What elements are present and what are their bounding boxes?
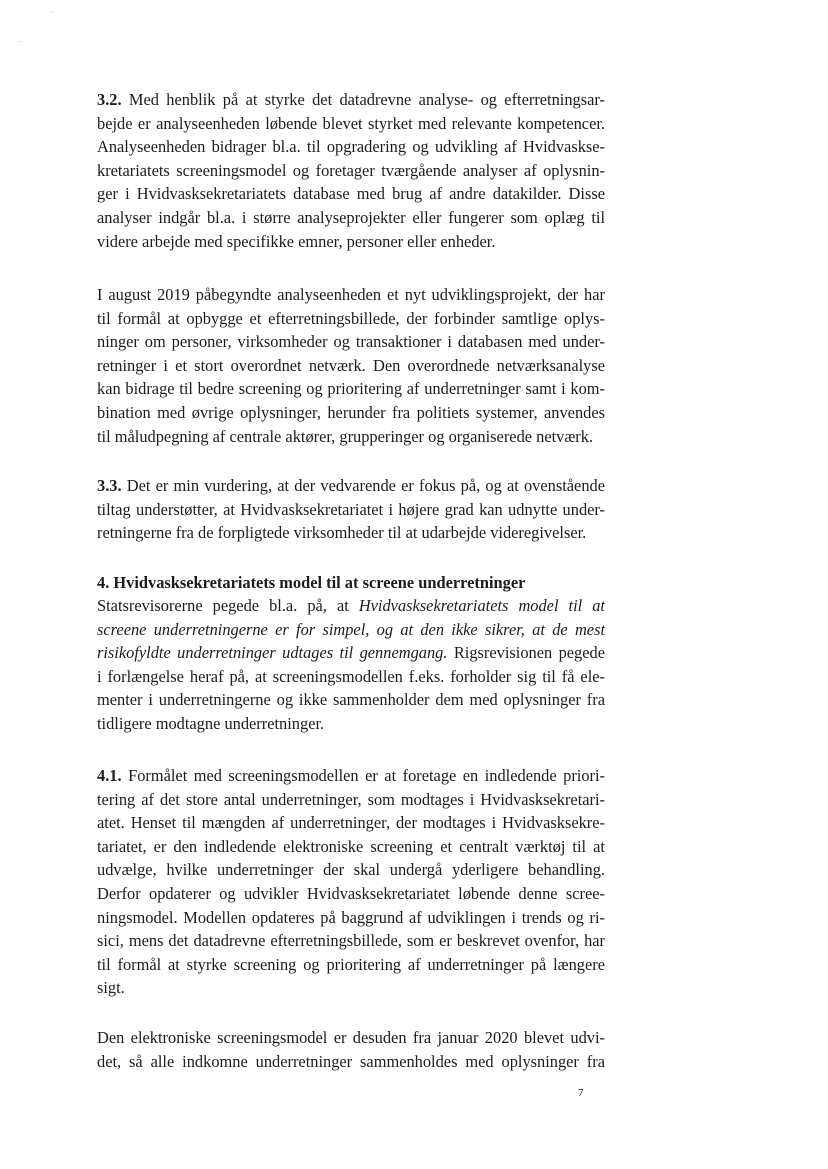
paragraph-line: tiltag understøtter, at Hvidvasksekretariatet i højere grad kan udnytte under- (97, 499, 605, 519)
paragraph-line: Den elektroniske screeningsmodel er desuden fra januar 2020 blevet udvi- (97, 1028, 605, 1047)
quoted-criticism: Hvidvasksekretariatets model til at (358, 596, 605, 615)
paragraph-line: retningerne fra de forpligtede virksomheder til at udarbejde videregivelser. (97, 523, 587, 543)
paragraph-2019 (97, 283, 605, 448)
paragraph-line: Derfor opdaterer og udvikler Hvidvasksekretariatet løbende denne scree- (97, 883, 605, 903)
section-4-heading: 4. Hvidvasksekretariatets model til at screene underretninger (97, 573, 526, 592)
paragraph-line: menter i underretningerne og ikke sammenholder dem med oplysninger fra (97, 690, 605, 710)
section-number: 3.3. (97, 476, 122, 495)
paragraph-line: kretariatets screeningsmodel og foretager tværgående analyser af oplysnin- (97, 160, 605, 180)
paragraph-line: 3.3. Det er min vurdering, at der vedvarende er fokus på, og at ovenstående (97, 476, 605, 495)
section-3-3 (97, 474, 605, 545)
paragraph-line: retninger i et stort overordnet netværk. Den overordnede netværksanalyse (97, 355, 605, 375)
paragraph-line: Statsrevisorerne pegede bl.a. på, at Hvidvasksekretariatets model til at (97, 596, 605, 615)
paragraph-line: det, så alle indkomne underretninger sammenholdes med oplysninger fra (97, 1051, 605, 1071)
paragraph-line: I august 2019 påbegyndte analyseenheden et nyt udviklingsprojekt, der har (97, 285, 605, 304)
paragraph-line: bejde er analyseenheden løbende blevet styrket med relevante kompetencer. (97, 113, 605, 133)
paragraph-line: videre arbejde med specifikke emner, personer eller enheder. (97, 231, 496, 251)
quoted-criticism: risikofyldte underretninger udtages til gennemgang. (97, 643, 448, 663)
section-3-2 (97, 88, 605, 253)
paragraph-line: til formål at styrke screening og prioritering af underretninger på længere (97, 954, 605, 974)
paragraph-2020 (97, 1026, 605, 1073)
quoted-criticism-line: screene underretningerne er for simpel, og at den ikke sikrer, at de mest (97, 619, 605, 639)
section-number: 3.2. (97, 90, 122, 109)
paragraph-line: atet. Henset til mængden af underretninger, der modtages i Hvidvasksekre- (97, 813, 605, 833)
section-4-1 (97, 764, 605, 1000)
page-number: 7 (578, 1087, 584, 1099)
paragraph-line: kan bidrage til bedre screening og prioritering af underretninger samt i kom- (97, 379, 605, 399)
section-4-body (97, 594, 605, 736)
paragraph-line: til formål at opbygge et efterretningsbillede, der forbinder samtlige oplys- (97, 308, 605, 328)
paragraph-line: 4.1. Formålet med screeningsmodellen er at foretage en indledende priori- (97, 766, 605, 785)
scan-speck (20, 41, 21, 42)
paragraph-line: tidligere modtagne underretninger. (97, 713, 325, 733)
paragraph-line: udvælge, hvilke underretninger der skal undergå yderligere behandling. (97, 860, 605, 880)
paragraph-line: tering af det store antal underretninger, som modtages i Hvidvasksekretari- (97, 789, 605, 809)
paragraph-line: analyser indgår bl.a. i større analyseprojekter eller fungerer som oplæg til (97, 207, 605, 227)
paragraph-line: Analyseenheden bidrager bl.a. til opgradering og udvikling af Hvidvaskse- (97, 137, 605, 157)
scan-speck (52, 11, 53, 12)
paragraph-line: ningsmodel. Modellen opdateres på baggrund af udviklingen i trends og ri- (97, 907, 605, 927)
paragraph-line: 3.2. Med henblik på at styrke det datadrevne analyse- og efterretningsar- (97, 90, 605, 109)
paragraph-line: tariatet, er den indledende elektroniske screening et centralt værktøj til at (97, 836, 605, 856)
paragraph-line: sici, mens det datadrevne efterretningsbillede, som er beskrevet ovenfor, har (97, 931, 605, 951)
paragraph-line: sigt. (97, 978, 125, 998)
paragraph-line: ninger om personer, virksomheder og transaktioner i databasen med under- (97, 332, 605, 352)
paragraph-line: til måludpegning af centrale aktører, grupperinger og organiserede netværk. (97, 426, 594, 446)
paragraph-line: risikofyldte underretninger udtages til gennemgang. Rigsrevisionen pegede (97, 643, 605, 663)
paragraph-line: i forlængelse heraf på, at screeningsmodellen f.eks. forholder sig til få ele- (97, 666, 605, 686)
paragraph-line: ger i Hvidvasksekretariatets database med brug af andre datakilder. Disse (97, 184, 605, 204)
section-number: 4.1. (97, 766, 122, 785)
paragraph-line: bination med øvrige oplysninger, herunder fra politiets systemer, anvendes (97, 402, 605, 422)
